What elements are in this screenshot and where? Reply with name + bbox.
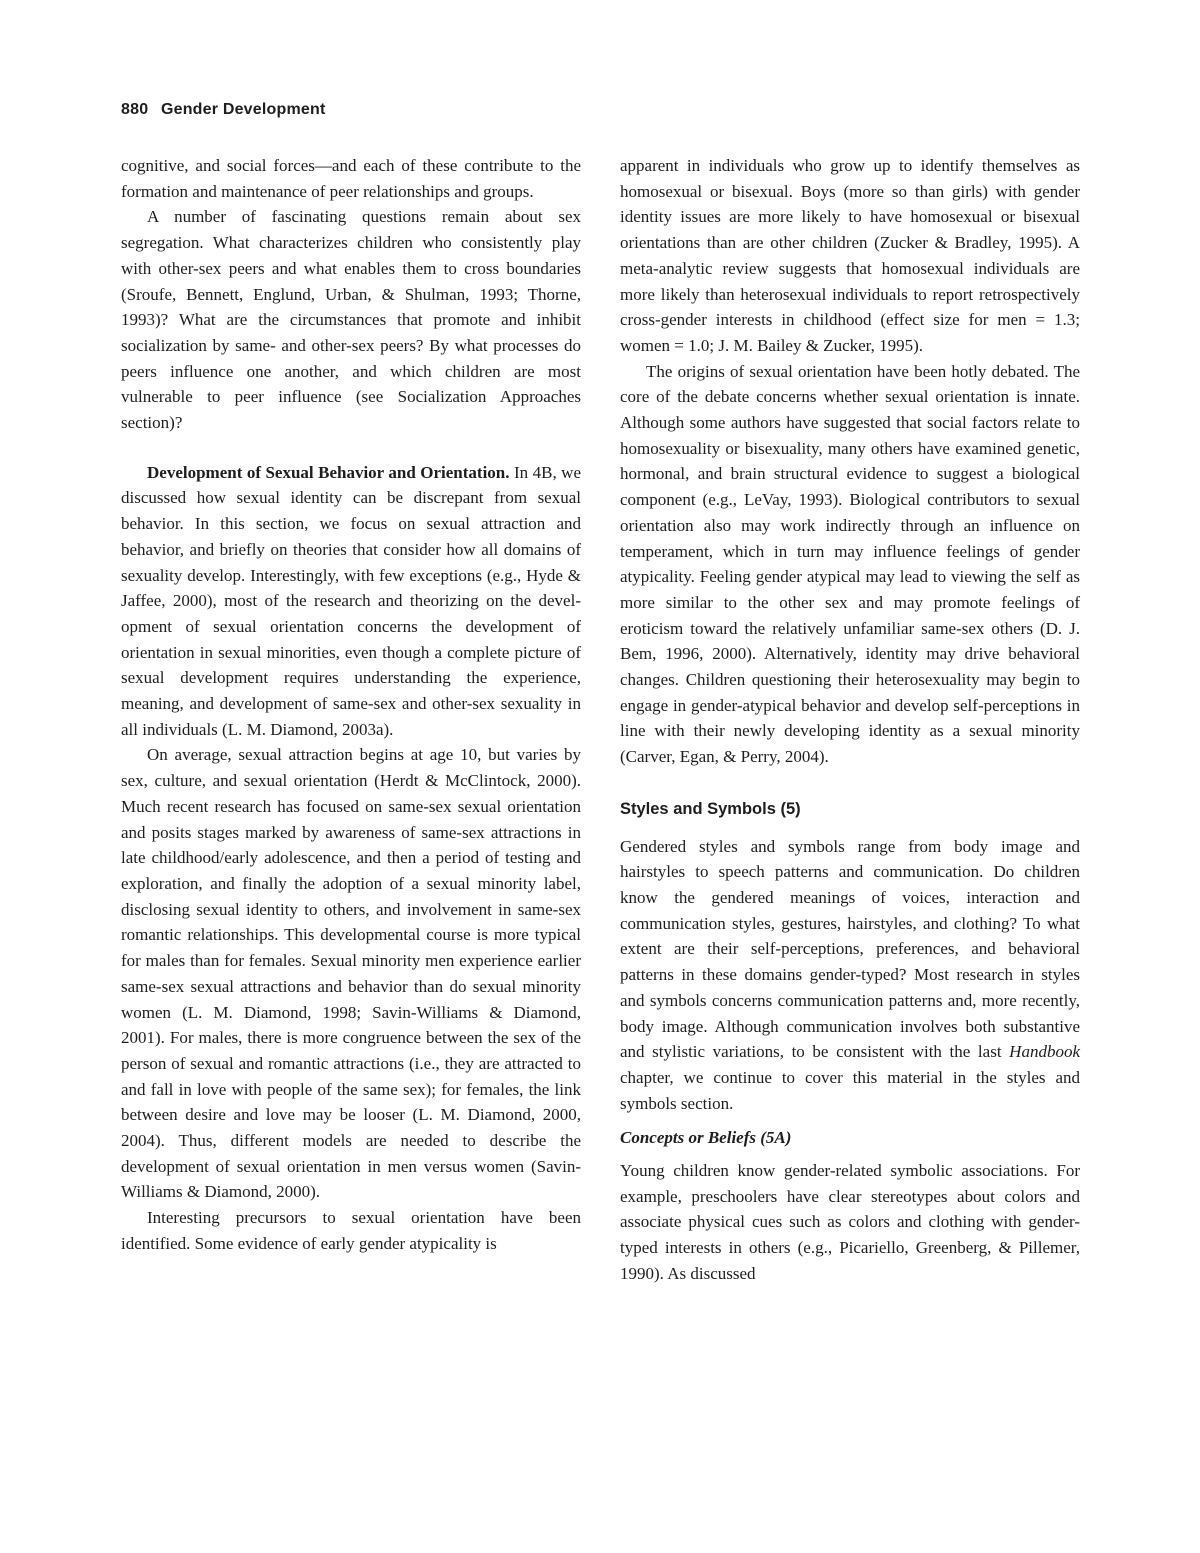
- page-number: 880: [121, 101, 149, 118]
- running-header: [121, 101, 325, 119]
- right-column: [620, 153, 1080, 1287]
- running-title: Gender Development: [160, 101, 326, 118]
- paragraph-gap: [121, 436, 581, 460]
- section-heading: Styles and Symbols (5): [620, 799, 801, 818]
- subsection-heading: Concepts or Beliefs (5A): [620, 1128, 792, 1148]
- runin-paragraph: Development of Sexual Behavior and Orientation. In 4B, we discussed how sexual identity can be discrepant from sexual behavior. In this section, we focus on sexual attraction and behavior, and briefly on theories that consider how all domains of sexuality develop. Interestingly, with few exceptions (e.g., Hyde & Jaffee, 2000), most of the research and theorizing on the development of sexual orientation concerns the development of orientation in sexual minorities, even though a complete picture of sexual development requires understanding the experience, meaning, and development of same-sex and other-sex sexuality in all individuals (L. M. Diamond, 2003a).: [121, 462, 581, 739]
- paragraph: Young children know gender-related symbolic associations. For example, preschoolers have clear stereotypes about colors and associate physical cues such as colors and clothing with gender-typed interests in others (e.g., Picariello, Greenberg, & Pillemer, 1990). As discussed: [620, 1161, 1080, 1283]
- paragraph: A number of fascinating questions remain about sex segregation. What characterizes children who consistently play with other-sex peers and what enables them to cross boundaries (Sroufe, Bennett, Englund, Urban, & Shulman, 1993; Thorne, 1993)? What are the circumstances that promote and inhibit socialization by same- and other-sex peers? By what processes do peers influence one another, and which children are most vulnerable to peer influence (see Socialization Approaches section)?: [121, 207, 581, 433]
- paragraph: Interesting precursors to sexual orientation have been identified. Some evidence of early gender atypicality is: [121, 1208, 581, 1253]
- paragraph: The origins of sexual orientation have been hotly debated. The core of the debate concerns whether sexual orientation is innate. Although some authors have suggested that social factors relate to homosexuality or bisexuality, many others have examined genetic, hormonal, and brain structural evidence to suggest a biological component (e.g., LeVay, 1993). Biological contributors to sexual orientation also may work indirectly through an influence on temperament, which in turn may influence feelings of gender atypicality. Feeling gender atypical may lead to viewing the self as more similar to the other sex and may promote feelings of eroticism toward the relatively unfamiliar same-sex others (D. J. Bem, 1996, 2000). Alternatively, identity may drive behavioral changes. Children questioning their heterosexuality may begin to engage in gender-atypical behavior and develop self-perceptions in line with their newly developing identity as a sexual minority (Carver, Egan, & Perry, 2004).: [620, 361, 1080, 767]
- paragraph: [620, 834, 1080, 1117]
- book-title: Handbook: [1009, 1042, 1080, 1062]
- paragraph: On average, sexual attraction begins at age 10, but varies by sex, culture, and sexual orientation (Herdt & McClintock, 2000). Much recent research has focused on same-sex sexual orientation and posits stages marked by awareness of same-sex attractions in late childhood/early adolescence, and then a period of testing and exploration, and finally the adoption of a sexual minority label, disclosing sexual identity to others, and involvement in same-sex romantic relationships. This developmental course is more typical for males than for females. Sexual minority men experience earlier same-sex sexual attractions and behavior than do sexual minority women (L. M. Diamond, 1998; Savin-Williams & Diamond, 2001). For males, there is more congruence between the sex of the person of sexual and romantic attractions (i.e., they are attracted to and fall in love with people of the same sex); for females, the link between desire and love may be looser (L. M. Diamond, 2000, 2004). Thus, different models are needed to describe the development of sexual orientation in men versus women (Savin-Williams & Diamond, 2000).: [121, 745, 581, 1202]
- left-column: [121, 153, 581, 1257]
- runin-heading: Development of Sexual Behavior and Orientation.: [147, 462, 510, 482]
- paragraph-text: Gendered styles and symbols range from body image and hairstyles to speech patterns and communication. Do children know the gendered meanings of voices, interaction and communication styles, gestures, hairstyles, and clothing? To what extent are their self-perceptions, preferences, and behavioral patterns in these domains gender-typed? Most research in styles and symbols concerns communication patterns and, more recently, body image. Although communication involves both substantive and stylistic variations, to be consistent with the last: [620, 836, 1080, 1062]
- paragraph: cognitive, and social forces—and each of these contribute to the formation and maintenance of peer relationships and groups.: [121, 156, 581, 201]
- paragraph: apparent in individuals who grow up to identify themselves as homosexual or bisexual. Boys (more so than girls) with gender identity issues are more likely to have homosexual or bisexual orientations than are other children (Zucker & Bradley, 1995). A meta-analytic review suggests that homosexual individuals are more likely than heterosexual individuals to report retrospectively cross-gender interests in childhood (effect size for men = 1.3; women = 1.0; J. M. Bailey & Zucker, 1995).: [620, 156, 1080, 355]
- paragraph-text: chapter, we continue to cover this material in the styles and symbols section.: [620, 1067, 1080, 1113]
